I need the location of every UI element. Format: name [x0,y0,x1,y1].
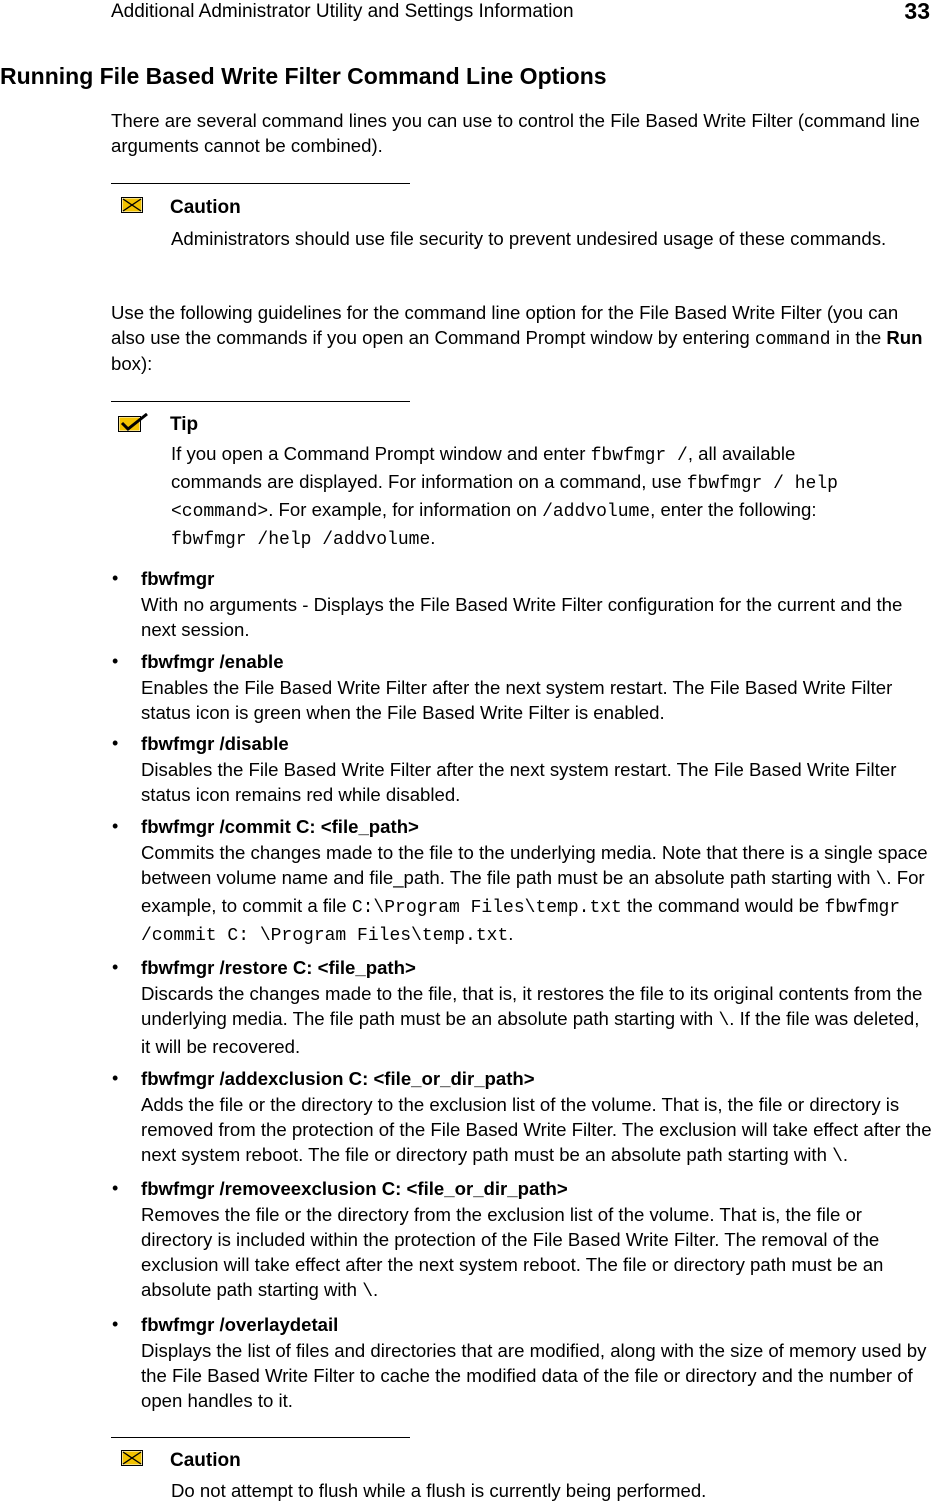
caution-title: Caution [170,1450,241,1471]
guidelines-paragraph: Use the following guidelines for the command line option for the File Based Write Filter (you can also use the commands if you open an Command Prompt window by entering command in the Run box): [111,302,923,374]
section-heading: Running File Based Write Filter Command Line Options [0,63,607,89]
caution-text: Administrators should use file security to prevent undesired usage of these commands. [171,228,887,249]
bullet: • [112,1178,119,1198]
command-description: Displays the list of files and directories that are modified, along with the size of memory used by the File Based Write Filter to cache the modified data of the file or directory and the number of open handles to it. [141,1339,927,1411]
list-item [0,1176,935,1305]
caution-text: Do not attempt to flush while a flush is currently being performed. [171,1480,707,1501]
command-description: Commits the changes made to the file to the underlying media. Note that there is a single space between volume name and file_path. The file path must be an absolute path starting with \. For example, to commit a file C:\Program Files\temp.txt the command would be fbwfmgr /commit C: \Program Files\temp.txt. [141,841,928,946]
page-header [0,0,935,26]
bullet: • [112,815,119,836]
list-item [0,814,935,949]
caution-divider [111,183,410,184]
tip-title: Tip [170,414,199,435]
bullet: • [112,1067,119,1088]
list-item [0,1066,935,1170]
list-item [0,955,935,1059]
list-item [0,566,935,642]
tip-divider [111,401,410,402]
command-name: fbwfmgr /restore C: <file_path> [141,957,416,978]
run-label: Run [886,326,923,348]
command-name: fbwfmgr /overlaydetail [141,1313,339,1335]
command-name: fbwfmgr [141,568,215,589]
intro-paragraph: There are several command lines you can use to control the File Based Write Filter (command line arguments cannot be combined). [111,110,920,156]
command-list [0,566,935,1419]
command-description: With no arguments - Displays the File Based Write Filter configuration for the current and the next session. [141,594,903,640]
caution-icon [121,197,143,213]
bullet: • [112,1313,119,1334]
caution-divider [111,1437,410,1438]
tip-icon [118,413,150,433]
command-name: fbwfmgr /disable [141,733,289,754]
command-description: Discards the changes made to the file, that is, it restores the file to its original contents from the underlying media. The file path must be an absolute path starting with \. If the file was deleted, it will be recovered. [141,983,923,1057]
command-description: Enables the File Based Write Filter after the next system restart. The File Based Write Filter status icon is green when the File Based Write Filter is enabled. [141,676,893,723]
command-name: fbwfmgr /commit C: <file_path> [141,815,419,837]
bullet: • [112,650,119,671]
inline-code: command [754,329,831,350]
command-description: Adds the file or the directory to the exclusion list of the volume. That is, the file or directory is removed from the protection of the File Based Write Filter. The exclusion will take effect after the next system reboot. The file or directory path must be an absolute path starting with \. [141,1093,932,1167]
caution-title: Caution [170,197,241,218]
page-number: 33 [904,0,930,24]
command-name: fbwfmgr /enable [141,650,284,672]
bullet: • [112,957,119,977]
list-item [0,1312,935,1413]
caution-icon [121,1450,143,1466]
command-name: fbwfmgr /addexclusion C: <file_or_dir_path> [141,1067,535,1089]
list-item [0,649,935,725]
list-item [0,731,935,807]
command-name: fbwfmgr /removeexclusion C: <file_or_dir_path> [141,1178,568,1199]
command-description: Removes the file or the directory from the exclusion list of the volume. That is, the file or directory is included within the protection of the File Based Write Filter. The removal of the exclusion will take effect after the next system reboot. The file or directory path must be an absolute path starting with \. [141,1204,884,1302]
header-title: Additional Administrator Utility and Settings Information [111,1,574,22]
bullet: • [112,568,119,588]
bullet: • [112,733,119,753]
command-description: Disables the File Based Write Filter after the next system restart. The File Based Write Filter status icon remains red while disabled. [141,759,897,805]
tip-text: If you open a Command Prompt window and enter fbwfmgr /, all available commands are displayed. For information on a command, use fbwfmgr / help <command>. For example, for information on /addvolume, enter the following: fbwfmgr /help /addvolume. [171,443,838,550]
